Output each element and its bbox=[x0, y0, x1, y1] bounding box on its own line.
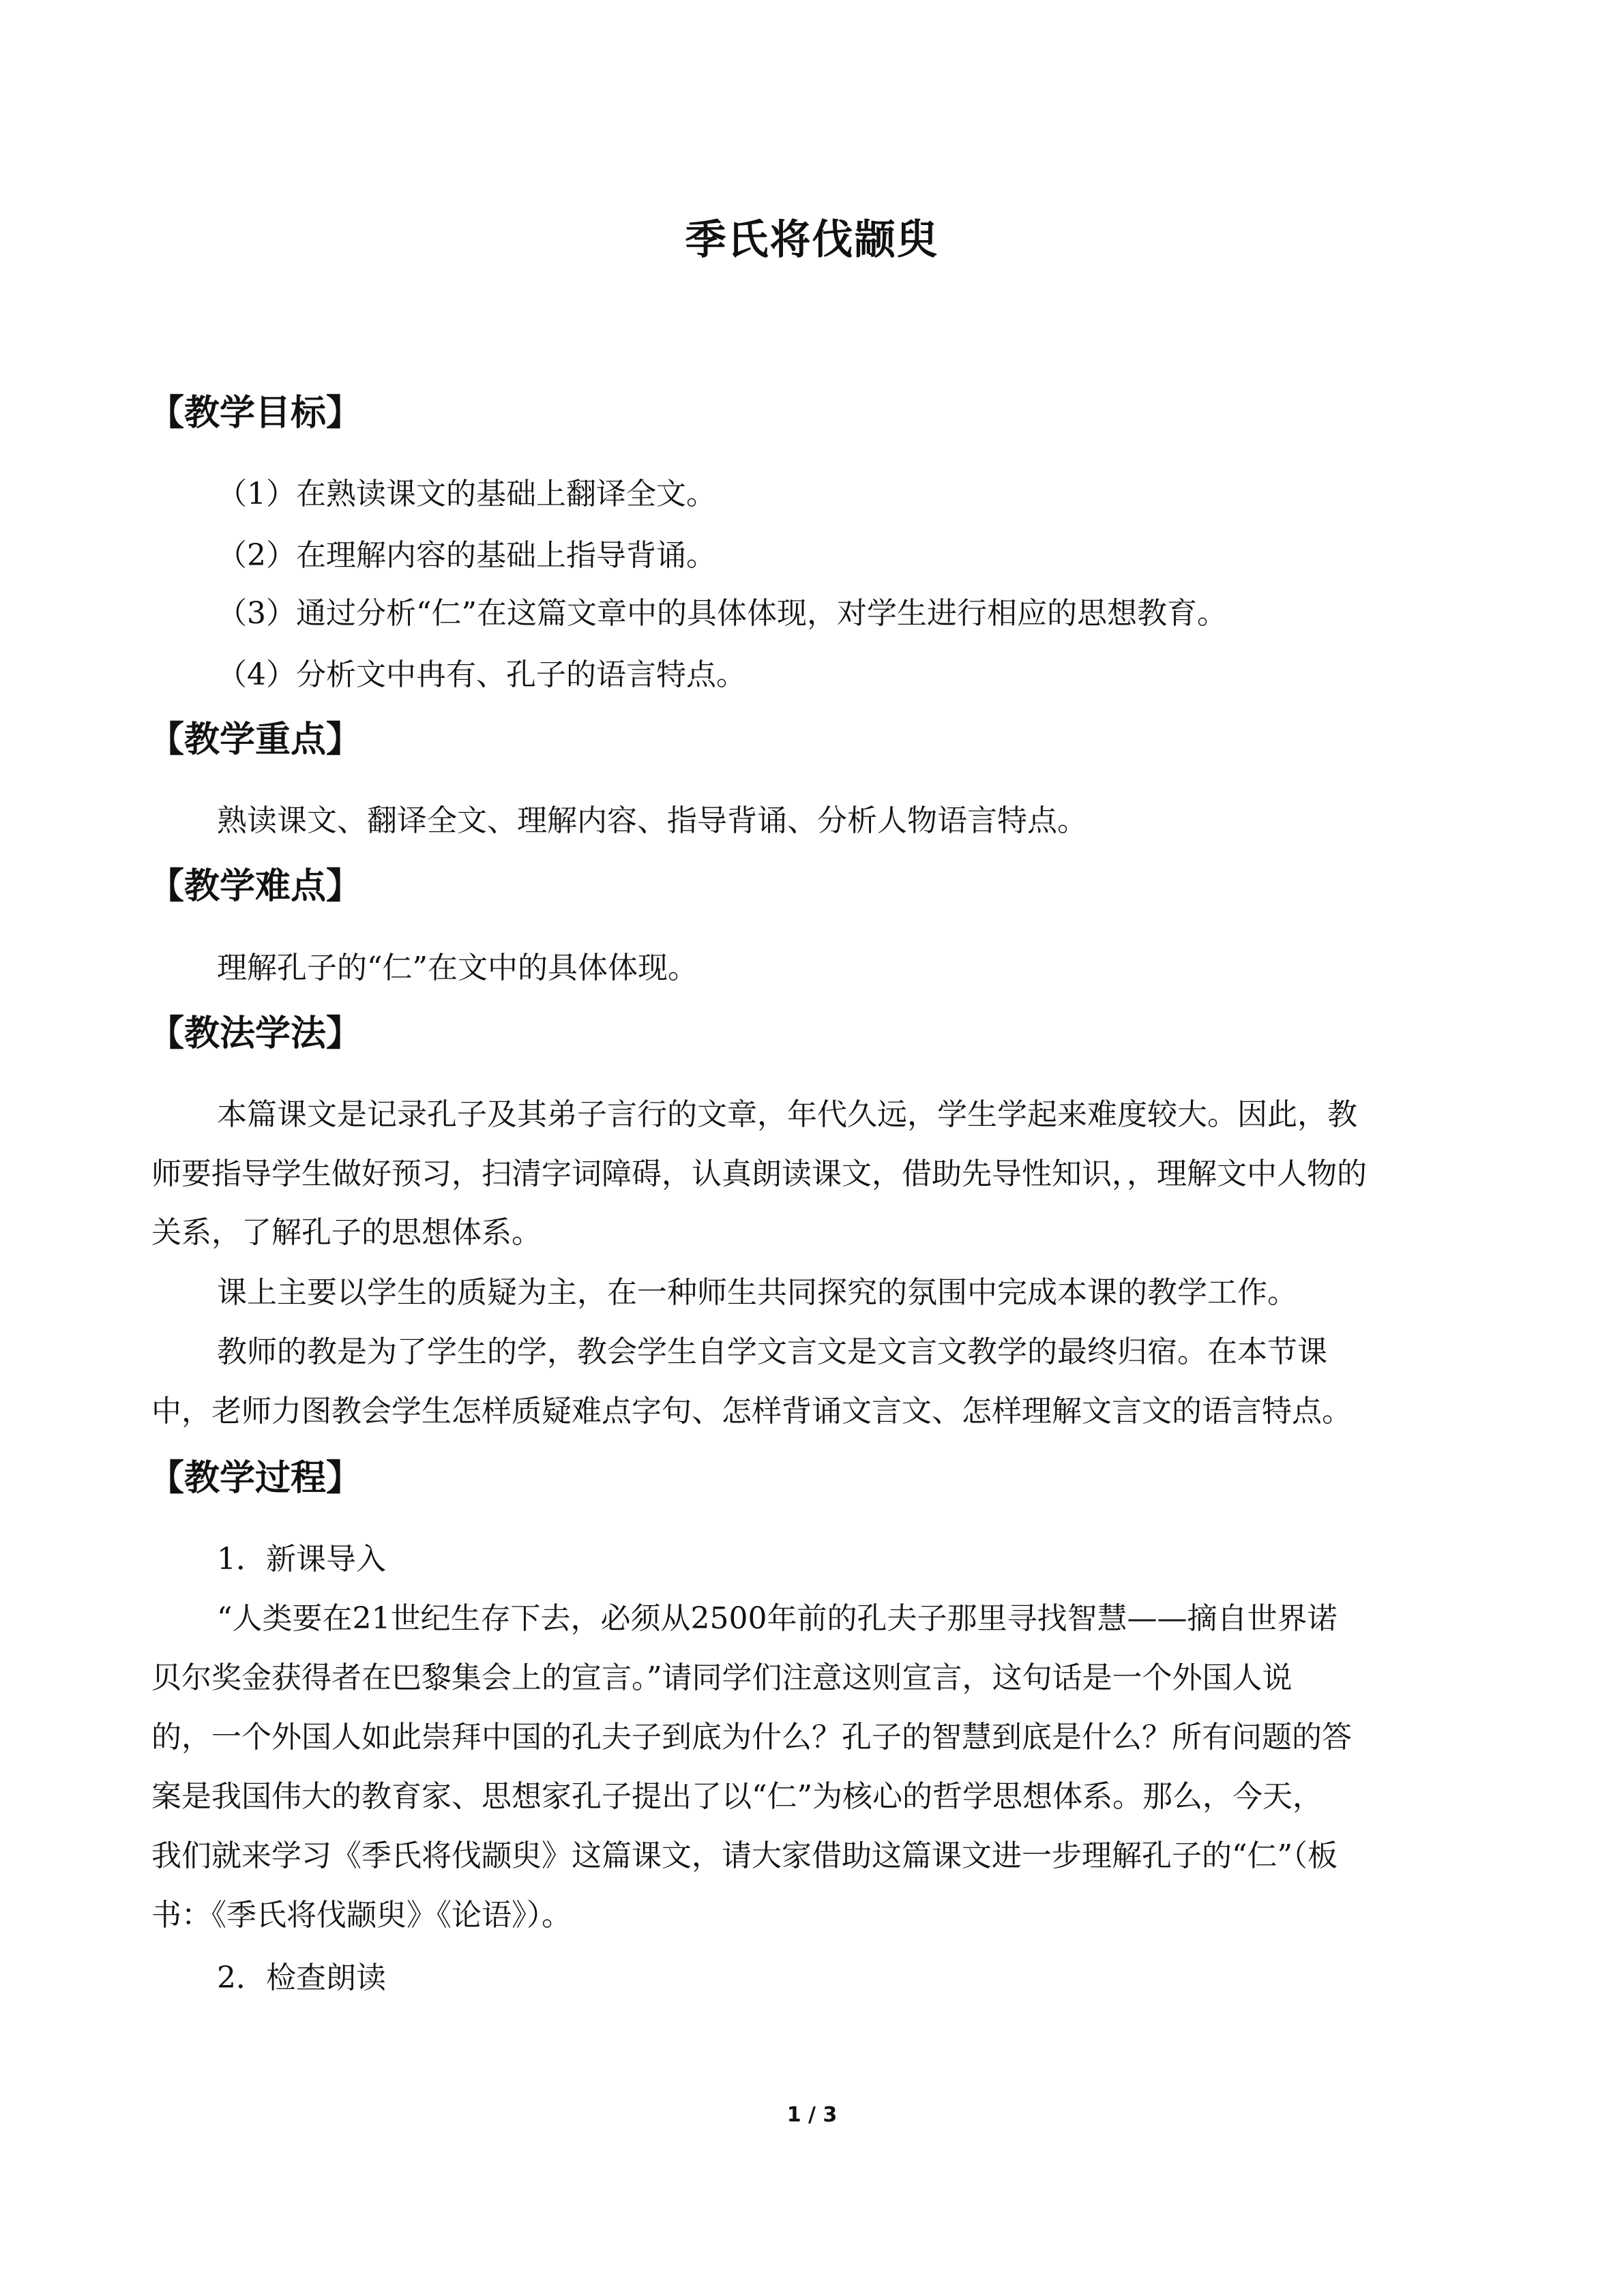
heading-key-points: 【教学重点】 bbox=[149, 719, 362, 760]
methods-p3-line-2: 中，老师力图教会学生怎样质疑难点字句、怎样背诵文言文、怎样理解文言文的语言特点。 bbox=[151, 1394, 1352, 1429]
heading-methods: 【教法学法】 bbox=[149, 1013, 362, 1054]
process-step-2: 2．检查朗读 bbox=[217, 1960, 386, 1995]
process-intro-line-4: 案是我国伟大的教育家、思想家孔子提出了以“仁”为核心的哲学思想体系。那么，今天， bbox=[151, 1779, 1323, 1814]
page-number: 1 / 3 bbox=[786, 2103, 838, 2127]
process-intro-line-1: “人类要在21世纪生存下去，必须从2500年前的孔夫子那里寻找智慧——摘自世界诺 bbox=[217, 1601, 1338, 1636]
process-intro-line-6: 书：《季氏将伐颛臾》《论语》）。 bbox=[151, 1898, 572, 1933]
process-intro-line-3: 的，一个外国人如此崇拜中国的孔夫子到底为什么？孔子的智慧到底是什么？所有问题的答 bbox=[151, 1720, 1352, 1755]
methods-p3-line-1: 教师的教是为了学生的学，教会学生自学文言文是文言文教学的最终归宿。在本节课 bbox=[217, 1335, 1327, 1369]
process-intro-line-2: 贝尔奖金获得者在巴黎集会上的宣言。”请同学们注意这则宣言，这句话是一个外国人说 bbox=[151, 1660, 1293, 1695]
document-title: 季氏将伐颛臾 bbox=[685, 216, 939, 264]
goal-item-3: （3）通过分析“仁”在这篇文章中的具体体现，对学生进行相应的思想教育。 bbox=[217, 596, 1227, 631]
heading-process: 【教学过程】 bbox=[149, 1458, 362, 1499]
heading-teaching-goals: 【教学目标】 bbox=[149, 393, 362, 434]
methods-p2-line-1: 课上主要以学生的质疑为主，在一种师生共同探究的氛围中完成本课的教学工作。 bbox=[217, 1275, 1297, 1310]
goal-item-4: （4）分析文中冉有、孔子的语言特点。 bbox=[217, 657, 746, 692]
goal-item-1: （1）在熟读课文的基础上翻译全文。 bbox=[217, 477, 716, 511]
methods-p1-line-1: 本篇课文是记录孔子及其弟子言行的文章，年代久远，学生学起来难度较大。因此，教 bbox=[217, 1097, 1357, 1132]
key-points-text: 熟读课文、翻译全文、理解内容、指导背诵、分析人物语言特点。 bbox=[217, 803, 1087, 838]
methods-p1-line-3: 关系，了解孔子的思想体系。 bbox=[151, 1215, 542, 1250]
methods-p1-line-2: 师要指导学生做好预习，扫清字词障碍，认真朗读课文，借助先导性知识，，理解文中人物的 bbox=[151, 1157, 1367, 1191]
process-step-1: 1．新课导入 bbox=[217, 1542, 386, 1577]
heading-difficulties: 【教学难点】 bbox=[149, 866, 362, 907]
difficulties-text: 理解孔子的“仁”在文中的具体体现。 bbox=[217, 951, 698, 985]
goal-item-2: （2）在理解内容的基础上指导背诵。 bbox=[217, 538, 716, 573]
process-intro-line-5: 我们就来学习《季氏将伐颛臾》这篇课文，请大家借助这篇课文进一步理解孔子的“仁”（板 bbox=[151, 1838, 1338, 1873]
